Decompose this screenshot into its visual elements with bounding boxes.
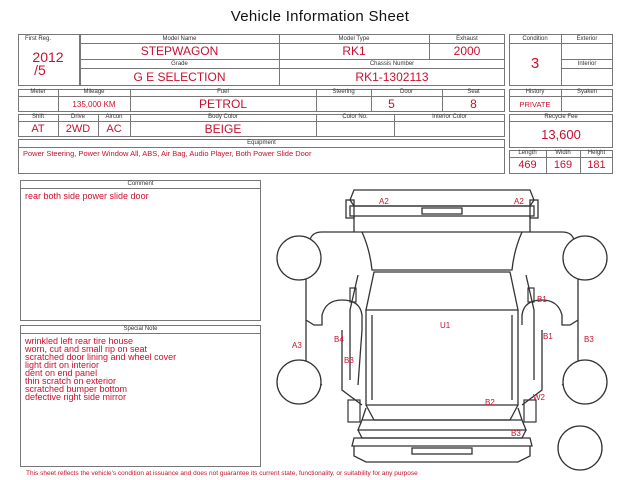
door-value: 5: [388, 97, 395, 111]
mark-rear-bottom: B3: [511, 429, 521, 438]
note-line: wrinkled left rear tire house: [25, 336, 134, 346]
note-line: worn, cut and small rip on seat: [25, 344, 148, 354]
note-line: light dirt on interior: [25, 360, 100, 370]
condition-label: Condition: [522, 36, 548, 42]
body-color-value: BEIGE: [204, 122, 242, 136]
grade-value: G E SELECTION: [133, 70, 226, 84]
special-note-label: Special Note: [123, 326, 158, 332]
aircon-value: AC: [106, 123, 122, 135]
seat-label: Seat: [467, 89, 480, 95]
width-value: 169: [553, 159, 573, 171]
mark-rear-right: W2: [533, 393, 545, 402]
equipment-label: Equipment: [247, 140, 276, 146]
car-damage-diagram: [262, 180, 640, 480]
interior-label: Interior: [577, 61, 597, 67]
model-type-value: RK1: [342, 44, 366, 58]
model-name-value: STEPWAGON: [140, 44, 219, 58]
syaken-label: Syaken: [576, 89, 597, 95]
mark-left-lower: B3: [344, 356, 354, 365]
first-reg-label: First Reg.: [24, 36, 51, 42]
first-reg-month: /5: [34, 62, 46, 78]
exhaust-value: 2000: [453, 44, 481, 58]
aircon-label: Aircon: [105, 114, 123, 120]
door-label: Door: [399, 89, 413, 95]
fuel-value: PETROL: [198, 97, 247, 111]
model-name-label: Model Name: [162, 36, 197, 42]
height-label: Height: [587, 150, 606, 156]
color-no-label: Color No.: [342, 114, 368, 120]
history-label: History: [525, 89, 545, 95]
shift-value: AT: [31, 123, 45, 135]
equipment-text: Power Steering, Power Window All, ABS, Air Bag, Audio Player, Both Power Slide Door: [23, 149, 312, 158]
comment-label: Comment: [127, 181, 154, 187]
body-color-label: Body Color: [208, 114, 238, 120]
interior-color-label: Interior Color: [432, 114, 467, 120]
exhaust-label: Exhaust: [456, 36, 478, 42]
height-value: 181: [587, 159, 606, 171]
mark-left-rear: A3: [292, 341, 302, 350]
history-value: PRIVATE: [519, 100, 551, 109]
width-label: Width: [555, 150, 571, 156]
shift-label: Shift: [31, 114, 44, 120]
mark-roof: U1: [440, 321, 451, 330]
sheet-title: Vehicle Information Sheet: [230, 8, 410, 25]
note-line: defective right side mirror: [25, 392, 127, 402]
disclaimer-footer: This sheet reflects the vehicle's condition at issuance and does not guarantee its current state, functionality, or suitability for any purpose: [26, 470, 418, 477]
special-note-list: [25, 337, 176, 401]
mileage-value: 135,000 KM: [72, 100, 116, 109]
note-line: dent on end panel: [25, 368, 98, 378]
length-value: 469: [518, 159, 537, 171]
comment-box: [20, 180, 261, 321]
note-line: scratched door lining and wheel cover: [25, 352, 177, 362]
chassis-value: RK1-1302113: [355, 70, 429, 84]
drive-value: 2WD: [65, 123, 91, 135]
mark-front-right: A2: [514, 197, 524, 206]
condition-score: 3: [530, 55, 540, 72]
note-line: scratched bumper bottom: [25, 384, 128, 394]
fuel-label: Fuel: [217, 89, 229, 95]
mark-left-door: B4: [334, 335, 344, 344]
comment-text: rear both side power slide door: [25, 191, 149, 201]
steering-label: Steering: [332, 89, 355, 95]
meter-label: Meter: [30, 89, 46, 95]
exterior-label: Exterior: [576, 36, 598, 42]
mark-right-door-upper: B1: [537, 295, 547, 304]
recycle-value: 13,600: [541, 127, 581, 142]
model-type-label: Model Type: [338, 36, 370, 42]
mileage-label: Mileage: [83, 89, 105, 95]
mark-right-door-lower: B1: [543, 332, 553, 341]
mark-front-left: A2: [379, 197, 389, 206]
mark-rear-panel: B2: [485, 398, 495, 407]
seat-value: 8: [470, 97, 477, 111]
mark-right-rear: B3: [584, 335, 594, 344]
note-line: thin scratch on exterior: [25, 376, 117, 386]
length-label: Length: [518, 150, 537, 156]
chassis-label: Chassis Number: [369, 61, 415, 67]
grade-label: Grade: [171, 61, 188, 67]
drive-label: Drive: [70, 114, 85, 120]
first-reg-year: 2012: [32, 49, 64, 65]
recycle-label: Recycle Fee: [544, 114, 578, 120]
